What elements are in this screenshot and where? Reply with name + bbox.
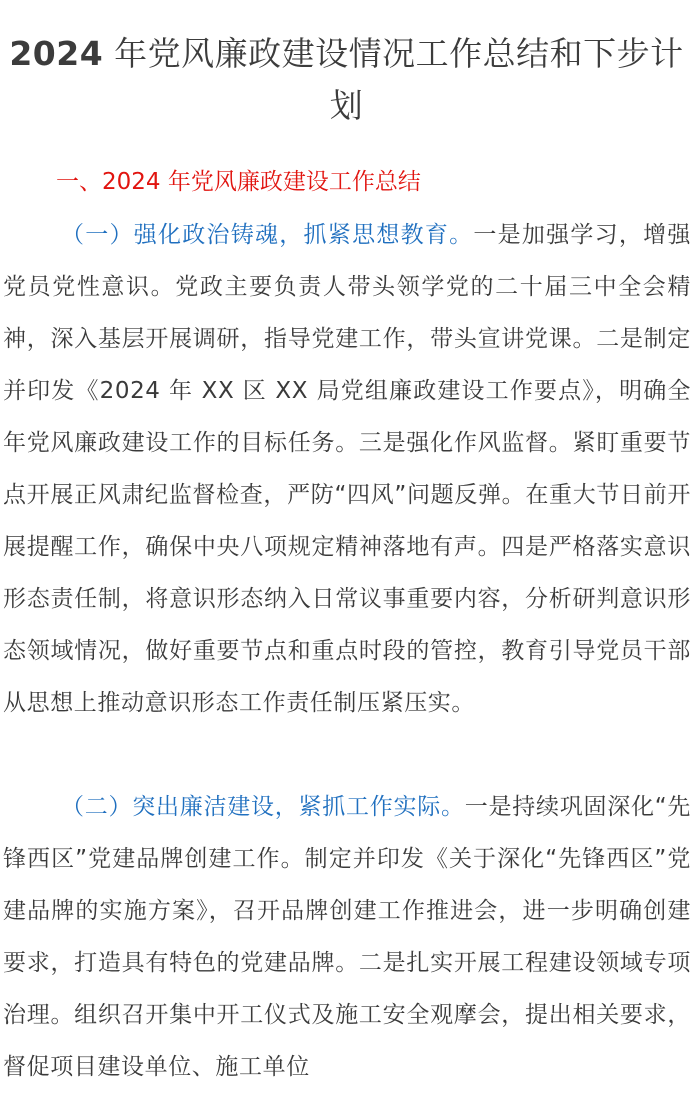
subheading-2: （二）突出廉洁建设，紧抓工作实际。 — [61, 794, 465, 820]
section-heading: 一、2024 年党风廉政建设工作总结 — [56, 169, 421, 195]
document-title — [0, 28, 693, 132]
subheading-1: （一）强化政治铸魂，抓紧思想教育。 — [61, 222, 474, 248]
title-text: 年党风廉政建设情况工作总结和下步计划 — [103, 34, 684, 125]
paragraph-2-body: 一是持续巩固深化“先锋西区”党建品牌创建工作。制定并印发《关于深化“先锋西区”党建品牌的实施方案》，召开品牌创建工作推进会，进一步明确创建要求，打造具有特色的党建品牌。二是扎实开展工程建设领域专项治理。组织召开集中开工仪式及施工安全观摩会，提出相关要求，督促项目建设单位、施工单位 — [3, 794, 691, 1080]
paragraph-1 — [3, 209, 691, 729]
title-year: 2024 — [9, 34, 104, 73]
paragraph-1-body: 一是加强学习，增强党员党性意识。党政主要负责人带头领学党的二十届三中全会精神，深入基层开展调研，指导党建工作，带头宣讲党课。二是制定并印发《2024 年 XX 区 XX 局党组廉政建设工作要点》，明确全年党风廉政建设工作的目标任务。三是强化作风监督。紧盯重要节点开展正风肃纪监督检查，严防“四风”问题反弹。在重大节日前开展提醒工作，确保中央八项规定精神落地有声。四是严格落实意识形态责任制，将意识形态纳入日常议事重要内容，分析研判意识形态领域情况，做好重要节点和重点时段的管控，教育引导党员干部从思想上推动意识形态工作责任制压紧压实。 — [3, 222, 692, 716]
paragraph-2 — [3, 781, 691, 1093]
